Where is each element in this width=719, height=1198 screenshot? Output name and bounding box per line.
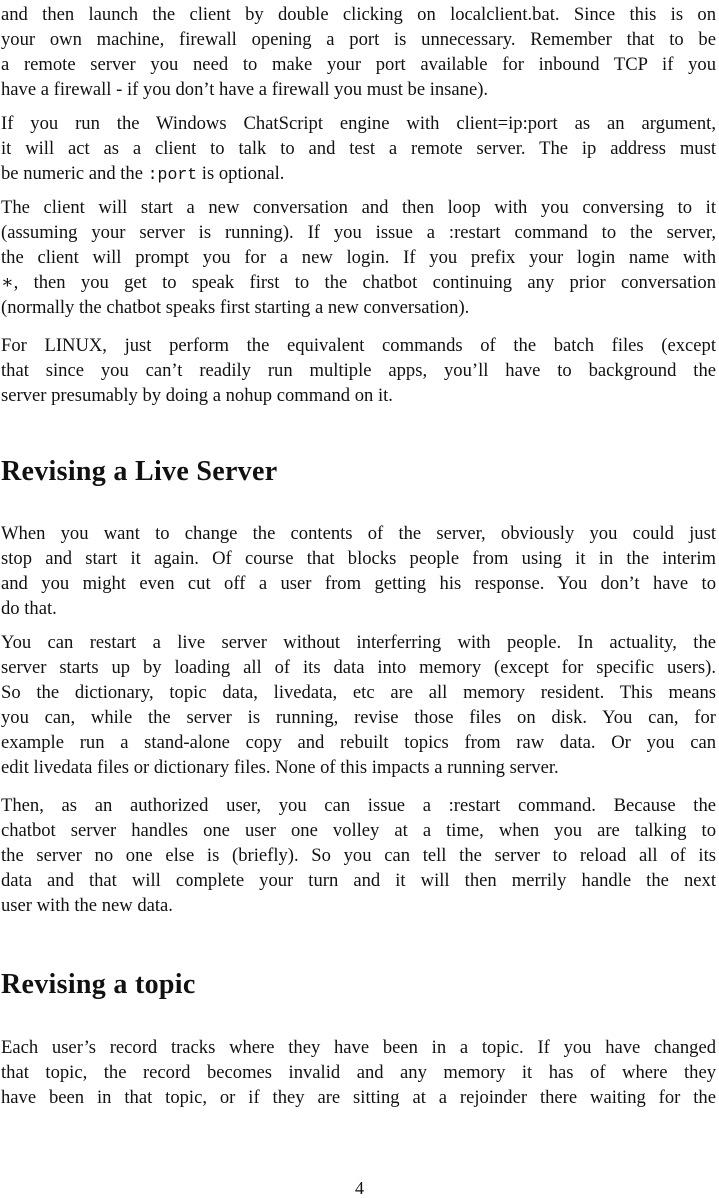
text-line: server starts up by loading all of its data into memory (except for specific users). xyxy=(1,657,716,679)
text-line: chatbot server handles one user one volley at a time, when you are talking to xyxy=(1,820,716,842)
paragraph-linux xyxy=(1,333,716,408)
text-line: user with the new data. xyxy=(1,895,173,917)
text-line: and then launch the client by double clicking on localclient.bat. Since this is on xyxy=(1,4,716,25)
text-line: For LINUX, just perform the equivalent commands of the batch files (except xyxy=(1,335,716,356)
text-line: a remote server you need to make your port available for inbound TCP if you xyxy=(1,54,716,76)
text-line: (normally the chatbot speaks first starting a new conversation). xyxy=(1,297,470,319)
section-heading-revising-live-server: Revising a Live Server xyxy=(1,456,278,487)
text-line xyxy=(1,161,716,186)
text-line: (assuming your server is running). If you issue a :restart command to the server, xyxy=(1,222,716,244)
text-line: The client will start a new conversation and then loop with you conversing to it xyxy=(1,197,716,218)
text-line: that since you can’t readily run multiple apps, you’ll have to background the xyxy=(1,360,716,382)
text-line: data and that will complete your turn and it will then merrily handle the next xyxy=(1,870,716,892)
text-line: the client will prompt you for a new login. If you prefix your login name with xyxy=(1,247,716,269)
text-line: If you run the Windows ChatScript engine with client=ip:port as an argument, xyxy=(1,113,716,134)
text-line: stop and start it again. Of course that blocks people from using it in the interim xyxy=(1,548,716,570)
inline-code: :port xyxy=(147,165,198,185)
text-line: Each user’s record tracks where they have been in a topic. If you have changed xyxy=(1,1037,716,1058)
section-heading-revising-topic: Revising a topic xyxy=(1,969,196,1000)
text-line: When you want to change the contents of the server, obviously you could just xyxy=(1,523,716,544)
paragraph-client-conversation xyxy=(1,195,716,320)
paragraph-authorized-restart xyxy=(1,793,716,918)
text-line: it will act as a client to talk to and test a remote server. The ip address must xyxy=(1,138,716,160)
text-fragment: be numeric and the xyxy=(1,163,148,185)
text-line: do that. xyxy=(1,598,57,620)
text-line: and you might even cut off a user from getting his response. You don’t have to xyxy=(1,573,716,595)
text-line: the server no one else is (briefly). So you can tell the server to reload all of its xyxy=(1,845,716,867)
page-number: 4 xyxy=(355,1178,364,1198)
paragraph-user-record xyxy=(1,1035,716,1110)
paragraph-restart-live-server xyxy=(1,630,716,781)
text-line: you can, while the server is running, revise those files on disk. You can, for xyxy=(1,707,716,729)
text-line: have a firewall - if you don’t have a firewall you must be insane). xyxy=(1,79,489,101)
paragraph-change-contents xyxy=(1,521,716,621)
text-line: example run a stand-alone copy and rebuilt topics from raw data. Or you can xyxy=(1,732,716,754)
text-line: have been in that topic, or if they are sitting at a rejoinder there waiting for the xyxy=(1,1087,716,1109)
text-line: ∗, then you get to speak first to the chatbot continuing any prior conversation xyxy=(1,272,716,294)
text-line: that topic, the record becomes invalid and any memory it has of where they xyxy=(1,1062,716,1084)
text-line: edit livedata files or dictionary files. None of this impacts a running server. xyxy=(1,757,559,779)
paragraph-windows-client xyxy=(1,111,716,186)
text-fragment: is optional. xyxy=(197,163,285,185)
text-line: Then, as an authorized user, you can issue a :restart command. Because the xyxy=(1,795,716,816)
paragraph-client-launch xyxy=(1,2,716,102)
text-line: server presumably by doing a nohup command on it. xyxy=(1,385,393,407)
text-line: your own machine, firewall opening a port is unnecessary. Remember that to be xyxy=(1,29,716,51)
text-line: So the dictionary, topic data, livedata, etc are all memory resident. This means xyxy=(1,682,716,704)
text-line: You can restart a live server without interferring with people. In actuality, the xyxy=(1,632,716,653)
